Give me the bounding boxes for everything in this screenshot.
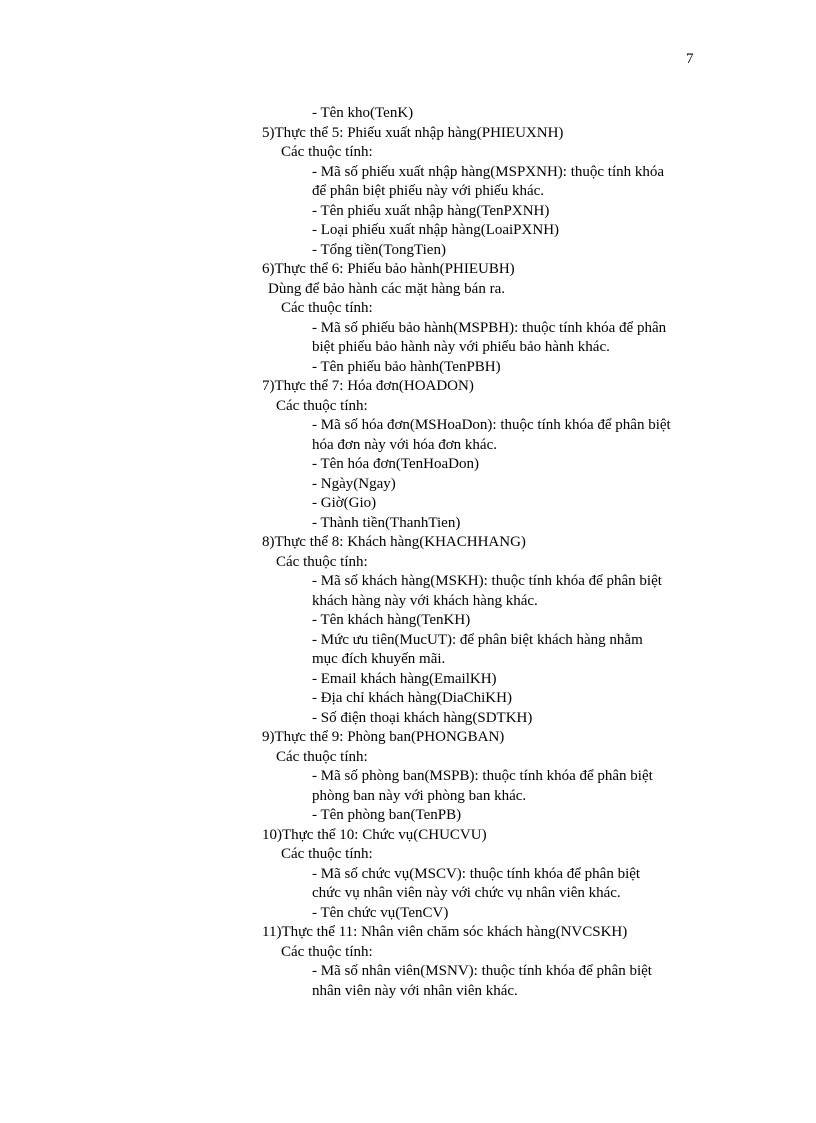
text-line: - Mã số khách hàng(MSKH): thuộc tính khóa để phân biệt [312, 573, 662, 589]
page-number: 7 [686, 51, 694, 67]
text-line: - Tên phiếu bảo hành(TenPBH) [312, 358, 501, 375]
text-line: mục đích khuyến mãi. [312, 651, 446, 667]
text-line: - Tên phòng ban(TenPB) [312, 807, 462, 823]
text-line: - Địa chỉ khách hàng(DiaChiKH) [312, 690, 512, 706]
text-line: hóa đơn này với hóa đơn khác. [312, 436, 498, 453]
text-line: - Tổng tiền(TongTien) [312, 241, 446, 258]
text-line: 11)Thực thể 11: Nhân viên chăm sóc khách hàng(NVCSKH) [262, 924, 628, 940]
text-line: 5)Thực thể 5: Phiếu xuất nhập hàng(PHIEUXNH) [262, 124, 564, 141]
text-line: để phân biệt phiếu này với phiếu khác. [312, 183, 545, 199]
text-line: Các thuộc tính: [281, 300, 373, 316]
text-line: khách hàng này với khách hàng khác. [312, 592, 538, 609]
text-line: - Mã số chức vụ(MSCV): thuộc tính khóa để phân biệt [312, 865, 641, 882]
text-line: chức vụ nhân viên này với chức vụ nhân viên khác. [312, 885, 621, 901]
text-line: biệt phiếu bảo hành này với phiếu bảo hành khác. [312, 339, 610, 355]
text-line: Các thuộc tính: [281, 943, 373, 960]
text-line: - Mã số phòng ban(MSPB): thuộc tính khóa để phân biệt [312, 768, 653, 784]
text-line: - Tên kho(TenK) [312, 105, 414, 121]
text-line: Các thuộc tính: [281, 846, 373, 862]
text-line: nhân viên này với nhân viên khác. [312, 982, 518, 999]
text-line: - Mã số phiếu xuất nhập hàng(MSPXNH): thuộc tính khóa [312, 163, 665, 180]
text-line: Các thuộc tính: [276, 397, 368, 414]
text-line: - Mức ưu tiên(MucUT): để phân biệt khách hàng nhằm [312, 631, 643, 648]
text-line: - Mã số nhân viên(MSNV): thuộc tính khóa để phân biệt [312, 963, 652, 979]
text-line: 8)Thực thể 8: Khách hàng(KHACHHANG) [262, 534, 526, 550]
text-line: - Ngày(Ngay) [312, 475, 396, 492]
text-line: - Tên khách hàng(TenKH) [312, 612, 471, 628]
text-line: Dùng để bảo hành các mặt hàng bán ra. [268, 280, 505, 297]
text-line: - Tên hóa đơn(TenHoaDon) [312, 456, 479, 472]
text-line: Các thuộc tính: [276, 748, 368, 765]
text-line: - Giờ(Gio) [312, 495, 377, 511]
text-line: Các thuộc tính: [281, 144, 373, 160]
text-line: 7)Thực thể 7: Hóa đơn(HOADON) [262, 378, 474, 394]
text-line: 9)Thực thể 9: Phòng ban(PHONGBAN) [262, 729, 505, 745]
text-line: - Loại phiếu xuất nhập hàng(LoaiPXNH) [312, 222, 560, 238]
text-line: - Thành tiền(ThanhTien) [312, 514, 461, 531]
text-line: - Mã số hóa đơn(MSHoaDon): thuộc tính khóa để phân biệt [312, 417, 671, 433]
text-line: 10)Thực thể 10: Chức vụ(CHUCVU) [262, 826, 487, 843]
text-line: Các thuộc tính: [276, 553, 368, 570]
text-line: 6)Thực thể 6: Phiếu bảo hành(PHIEUBH) [262, 261, 515, 277]
text-line: - Email khách hàng(EmailKH) [312, 670, 497, 687]
text-line: - Số điện thoại khách hàng(SDTKH) [312, 709, 533, 726]
text-line: - Mã số phiếu bảo hành(MSPBH): thuộc tính khóa để phân [312, 319, 667, 336]
text-line: phòng ban này với phòng ban khác. [312, 787, 527, 804]
text-line: - Tên chức vụ(TenCV) [312, 904, 449, 921]
text-line: - Tên phiếu xuất nhập hàng(TenPXNH) [312, 202, 550, 219]
document-body [0, 104, 816, 1001]
